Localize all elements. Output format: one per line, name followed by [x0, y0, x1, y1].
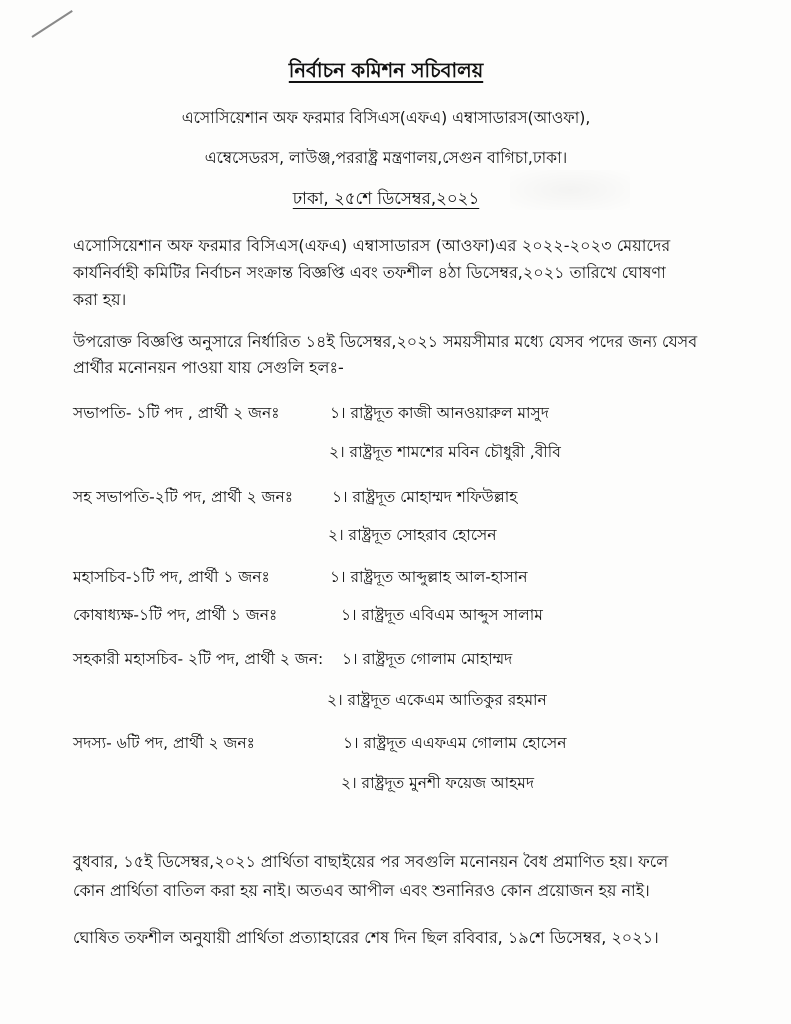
validation-line-1: বুধবার, ১৫ই ডিসেম্বর,২০২১ প্রার্থিতা বাছাইয়ের পর সবগুলি মনোনয়ন বৈধ প্রমাণিত হয়। ফলে: [73, 852, 669, 871]
candidate-president-1: ১। রাষ্ট্রদূত কাজী আনওয়ারুল মাসুদ: [330, 404, 549, 422]
post-label-general-secretary: মহাসচিব-১টি পদ, প্রার্থী ১ জনঃ: [73, 568, 270, 586]
post-label-vice-president: সহ সভাপতি-২টি পদ, প্রার্থী ২ জনঃ: [73, 488, 294, 506]
organization-line: এসোসিয়েশান অফ ফরমার বিসিএস(এফএ) এম্বাসাডারস(আওফা),: [181, 108, 591, 127]
candidate-assistant-general-secretary-2: ২। রাষ্ট্রদূত একেএম আতিকুর রহমান: [327, 691, 547, 709]
candidate-members-1: ১। রাষ্ট্রদূত এএফএম গোলাম হোসেন: [343, 734, 567, 752]
address-line: এম্বেসেডরস, লাউঞ্জ,পররাষ্ট্র মন্ত্রণালয়,সেগুন বাগিচা,ঢাকা।: [204, 148, 568, 167]
document-title: নির্বাচন কমিশন সচিবালয়: [288, 58, 484, 82]
pen-stroke-mark: [31, 10, 72, 38]
candidate-president-2: ২। রাষ্ট্রদূত শামশের মবিন চৌধুরী ,বীবি: [329, 443, 561, 461]
nomination-intro-line-1: উপরোক্ত বিজ্ঞপ্তি অনুসারে নির্ধারিত ১৪ই ডিসেম্বর,২০২১ সময়সীমার মধ্যে যেসব পদের জন্য যেসব: [73, 332, 698, 351]
post-label-treasurer: কোষাধ্যক্ষ-১টি পদ, প্রার্থী ১ জনঃ: [73, 606, 278, 624]
intro-line-2: কার্যনির্বাহী কমিটির নির্বাচন সংক্রান্ত বিজ্ঞপ্তি এবং তফশীল ৪ঠা ডিসেম্বর,২০২১ তারিখে ঘোষণা: [73, 263, 666, 282]
intro-line-1: এসোসিয়েশান অফ ফরমার বিসিএস(এফএ) এম্বাসাডারস (আওফা)এর ২০২২-২০২৩ মেয়াদের: [73, 236, 671, 255]
withdrawal-line: ঘোষিত তফশীল অনুযায়ী প্রার্থিতা প্রত্যাহারের শেষ দিন ছিল রবিবার, ১৯শে ডিসেম্বর, ২০২১।: [73, 928, 659, 947]
candidate-treasurer-1: ১। রাষ্ট্রদূত এবিএম আব্দুস সালাম: [341, 606, 543, 624]
intro-line-3: করা হয়।: [73, 290, 127, 309]
post-label-president: সভাপতি- ১টি পদ , প্রার্থী ২ জনঃ: [73, 404, 280, 422]
candidate-members-2: ২। রাষ্ট্রদূত মুনশী ফয়েজ আহমদ: [341, 774, 534, 792]
post-label-members: সদস্য- ৬টি পদ, প্রার্থী ২ জনঃ: [73, 734, 255, 752]
candidate-vice-president-2: ২। রাষ্ট্রদূত সোহরাব হোসেন: [328, 526, 497, 544]
nomination-intro-line-2: প্রার্থীর মনোনয়ন পাওয়া যায় সেগুলি হলঃ-: [73, 358, 344, 377]
candidate-general-secretary-1: ১। রাষ্ট্রদূত আব্দুল্লাহ আল-হাসান: [330, 568, 528, 586]
validation-line-2: কোন প্রার্থিতা বাতিল করা হয় নাই। অতএব আপীল এবং শুনানিরও কোন প্রয়োজন হয় নাই।: [73, 881, 650, 900]
candidate-vice-president-1: ১। রাষ্ট্রদূত মোহাম্মদ শফিউল্লাহ: [332, 488, 518, 506]
date-line: ঢাকা, ২৫শে ডিসেম্বর,২০২১: [292, 189, 480, 209]
candidate-assistant-general-secretary-1: ১। রাষ্ট্রদূত গোলাম মোহাম্মদ: [342, 650, 513, 668]
post-label-assistant-general-secretary: সহকারী মহাসচিব- ২টি পদ, প্রার্থী ২ জন:: [73, 650, 324, 668]
